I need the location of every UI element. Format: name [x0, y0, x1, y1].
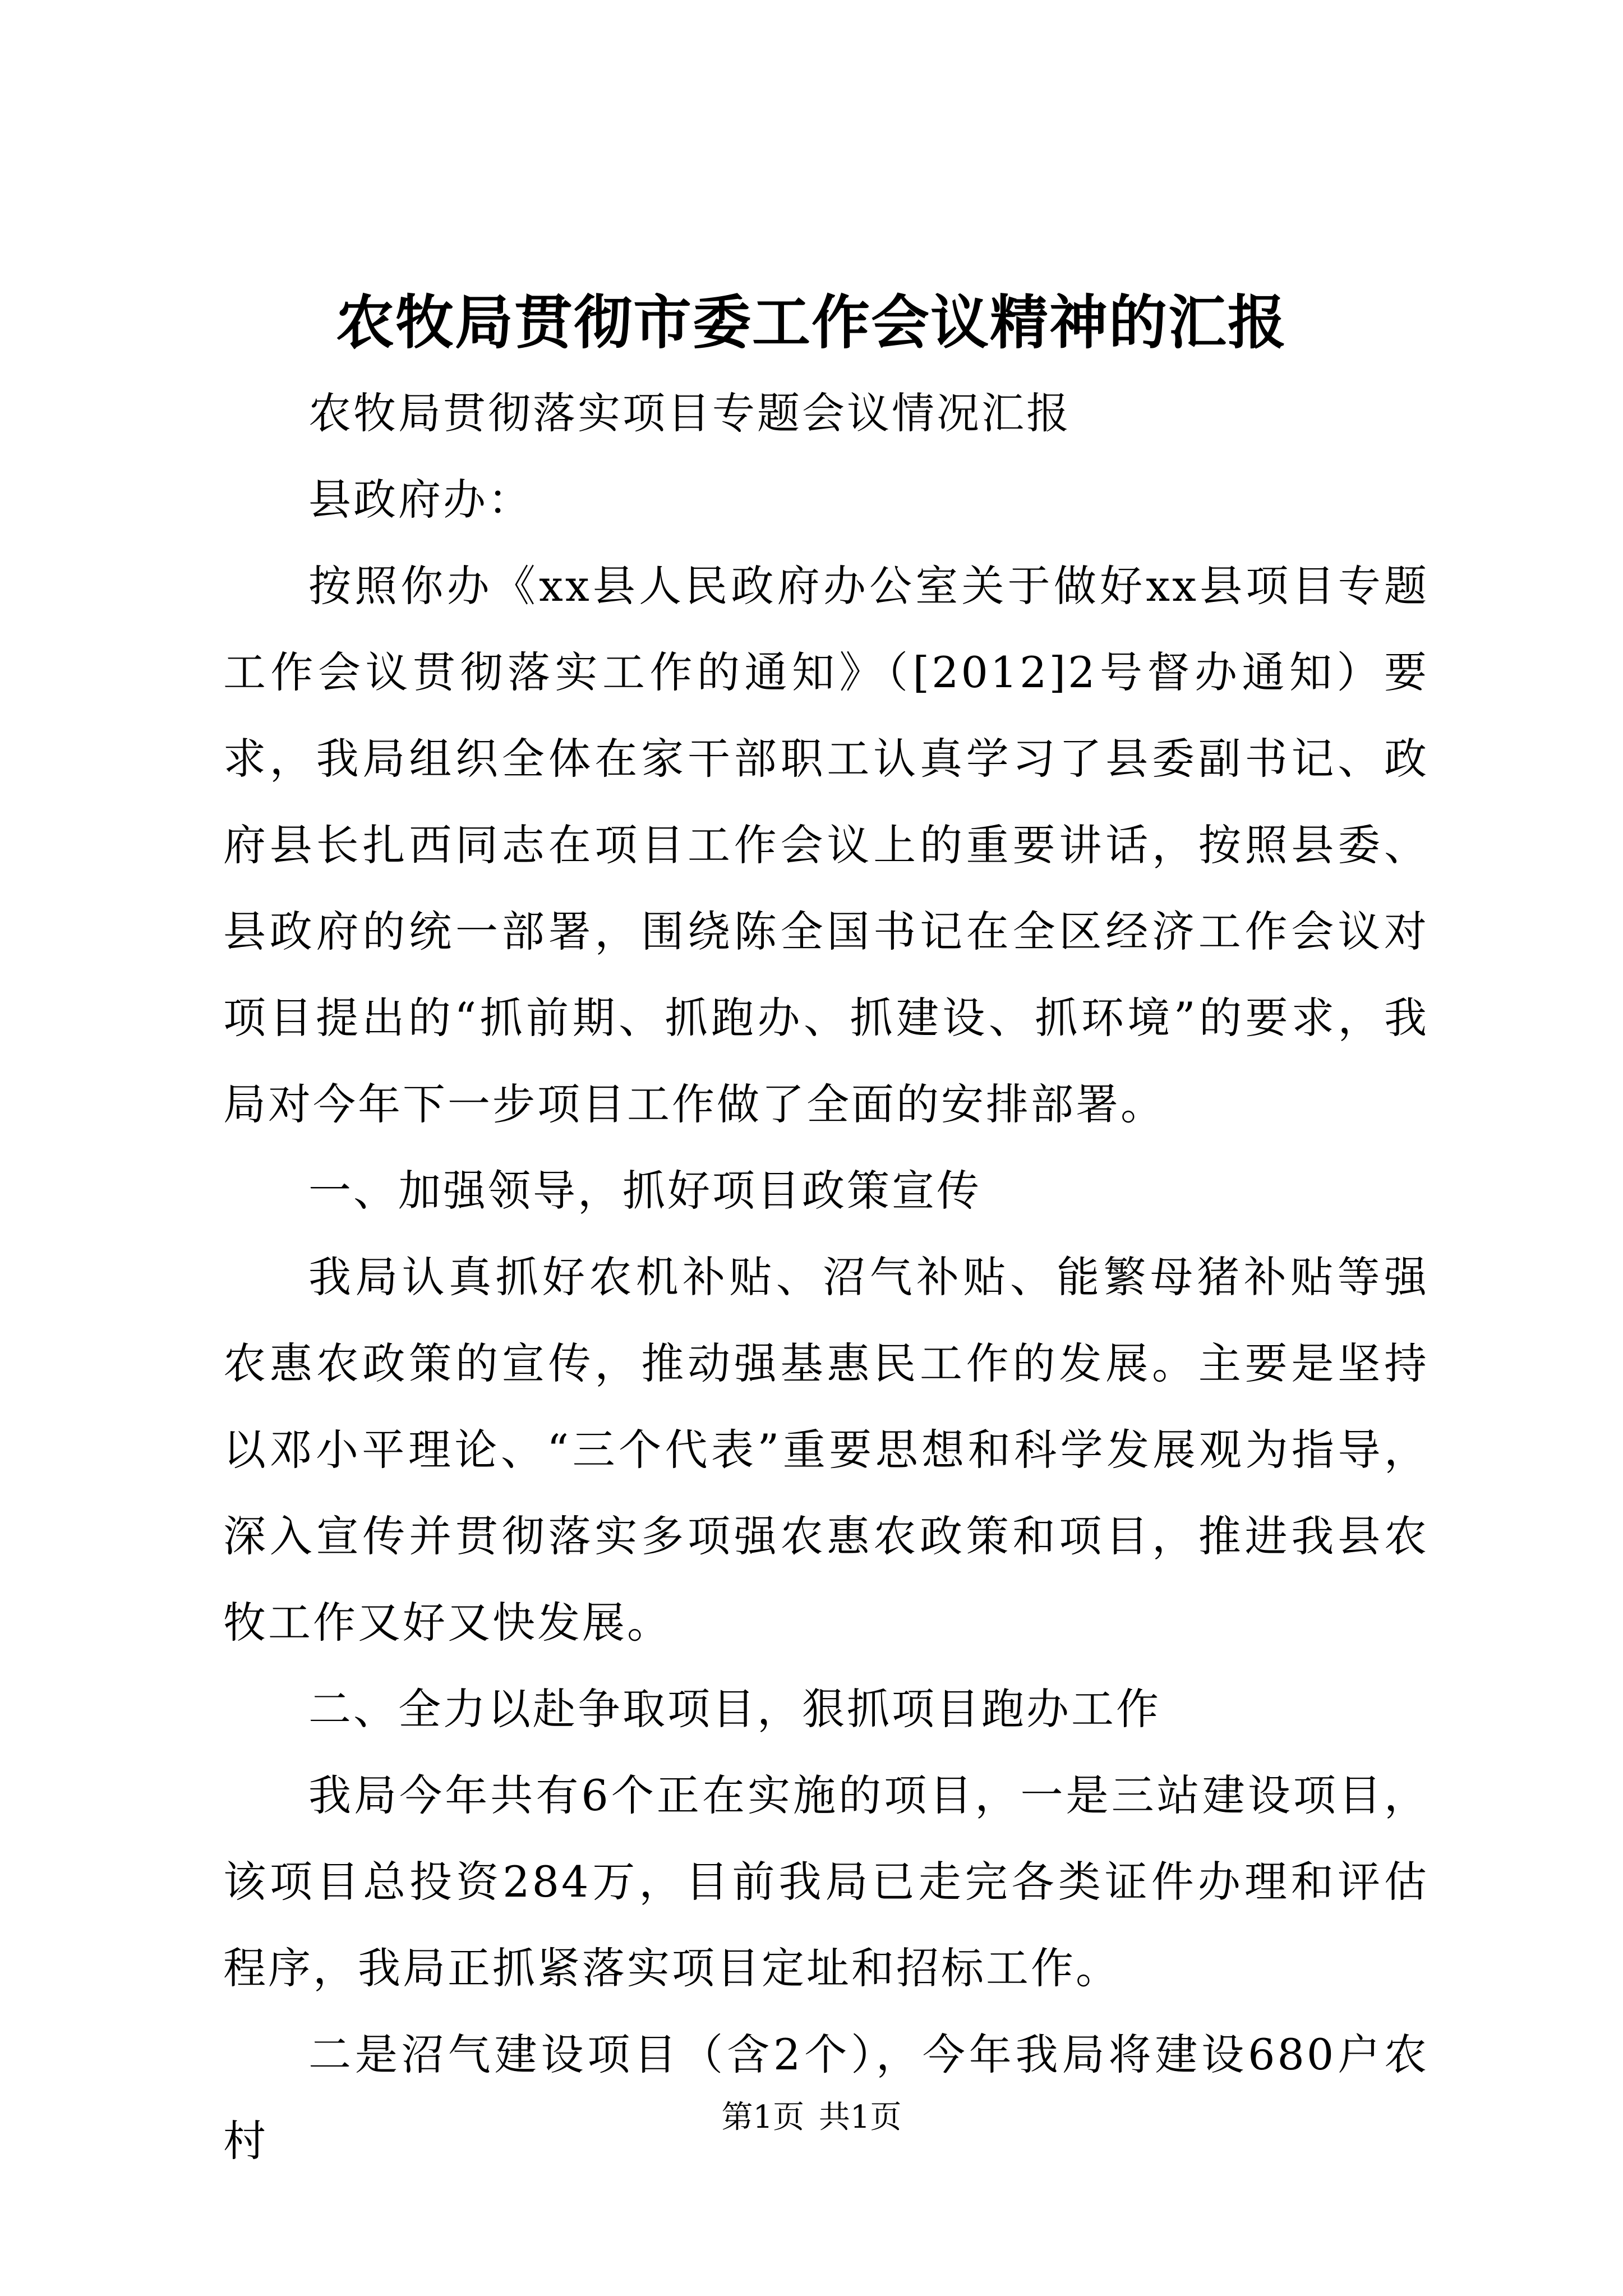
addressee-paragraph: 县政府办：: [308, 475, 533, 524]
document-title: 农牧局贯彻市委工作会议精神的汇报: [335, 288, 1287, 357]
subtitle-paragraph: 农牧局贯彻落实项目专题会议情况汇报: [308, 388, 1071, 438]
document-body: [223, 370, 1429, 2184]
body-paragraph: 我局今年共有6个正在实施的项目，一是三站建设项目，该项目总投资284万，目前我局已走完各类证件办理和评估程序，我局正抓紧落实项目定址和招标工作。: [223, 1770, 1429, 1993]
page-footer: [0, 2095, 1623, 2140]
body-paragraph: 我局认真抓好农机补贴、沼气补贴、能繁母猪补贴等强农惠农政策的宣传，推动强基惠民工作的发展。主要是坚持以邓小平理论、“三个代表”重要思想和科学发展观为指导，深入宣传并贯彻落实多项强农惠农政策和项目，推进我县农牧工作又好又快发展。: [223, 1252, 1429, 1648]
page-number: 第1页: [721, 2099, 805, 2136]
body-paragraph: 按照你办《xx县人民政府办公室关于做好xx县项目专题工作会议贯彻落实工作的通知》（[2012]2号督办通知）要求，我局组织全体在家干部职工认真学习了县委副书记、政府县长扎西同志在项目工作会议上的重要讲话，按照县委、县政府的统一部署，围绕陈全国书记在全区经济工作会议对项目提出的“抓前期、抓跑办、抓建设、抓环境”的要求，我局对今年下一步项目工作做了全面的安排部署。: [223, 561, 1429, 1129]
section-heading: 二、全力以赴争取项目，狠抓项目跑办工作: [308, 1684, 1161, 1734]
section-heading: 一、加强领导，抓好项目政策宣传: [308, 1166, 981, 1216]
page-total: 共1页: [818, 2099, 902, 2136]
body-paragraph: 二是沼气建设项目（含2个），今年我局将建设680户农村: [223, 2030, 1429, 2166]
